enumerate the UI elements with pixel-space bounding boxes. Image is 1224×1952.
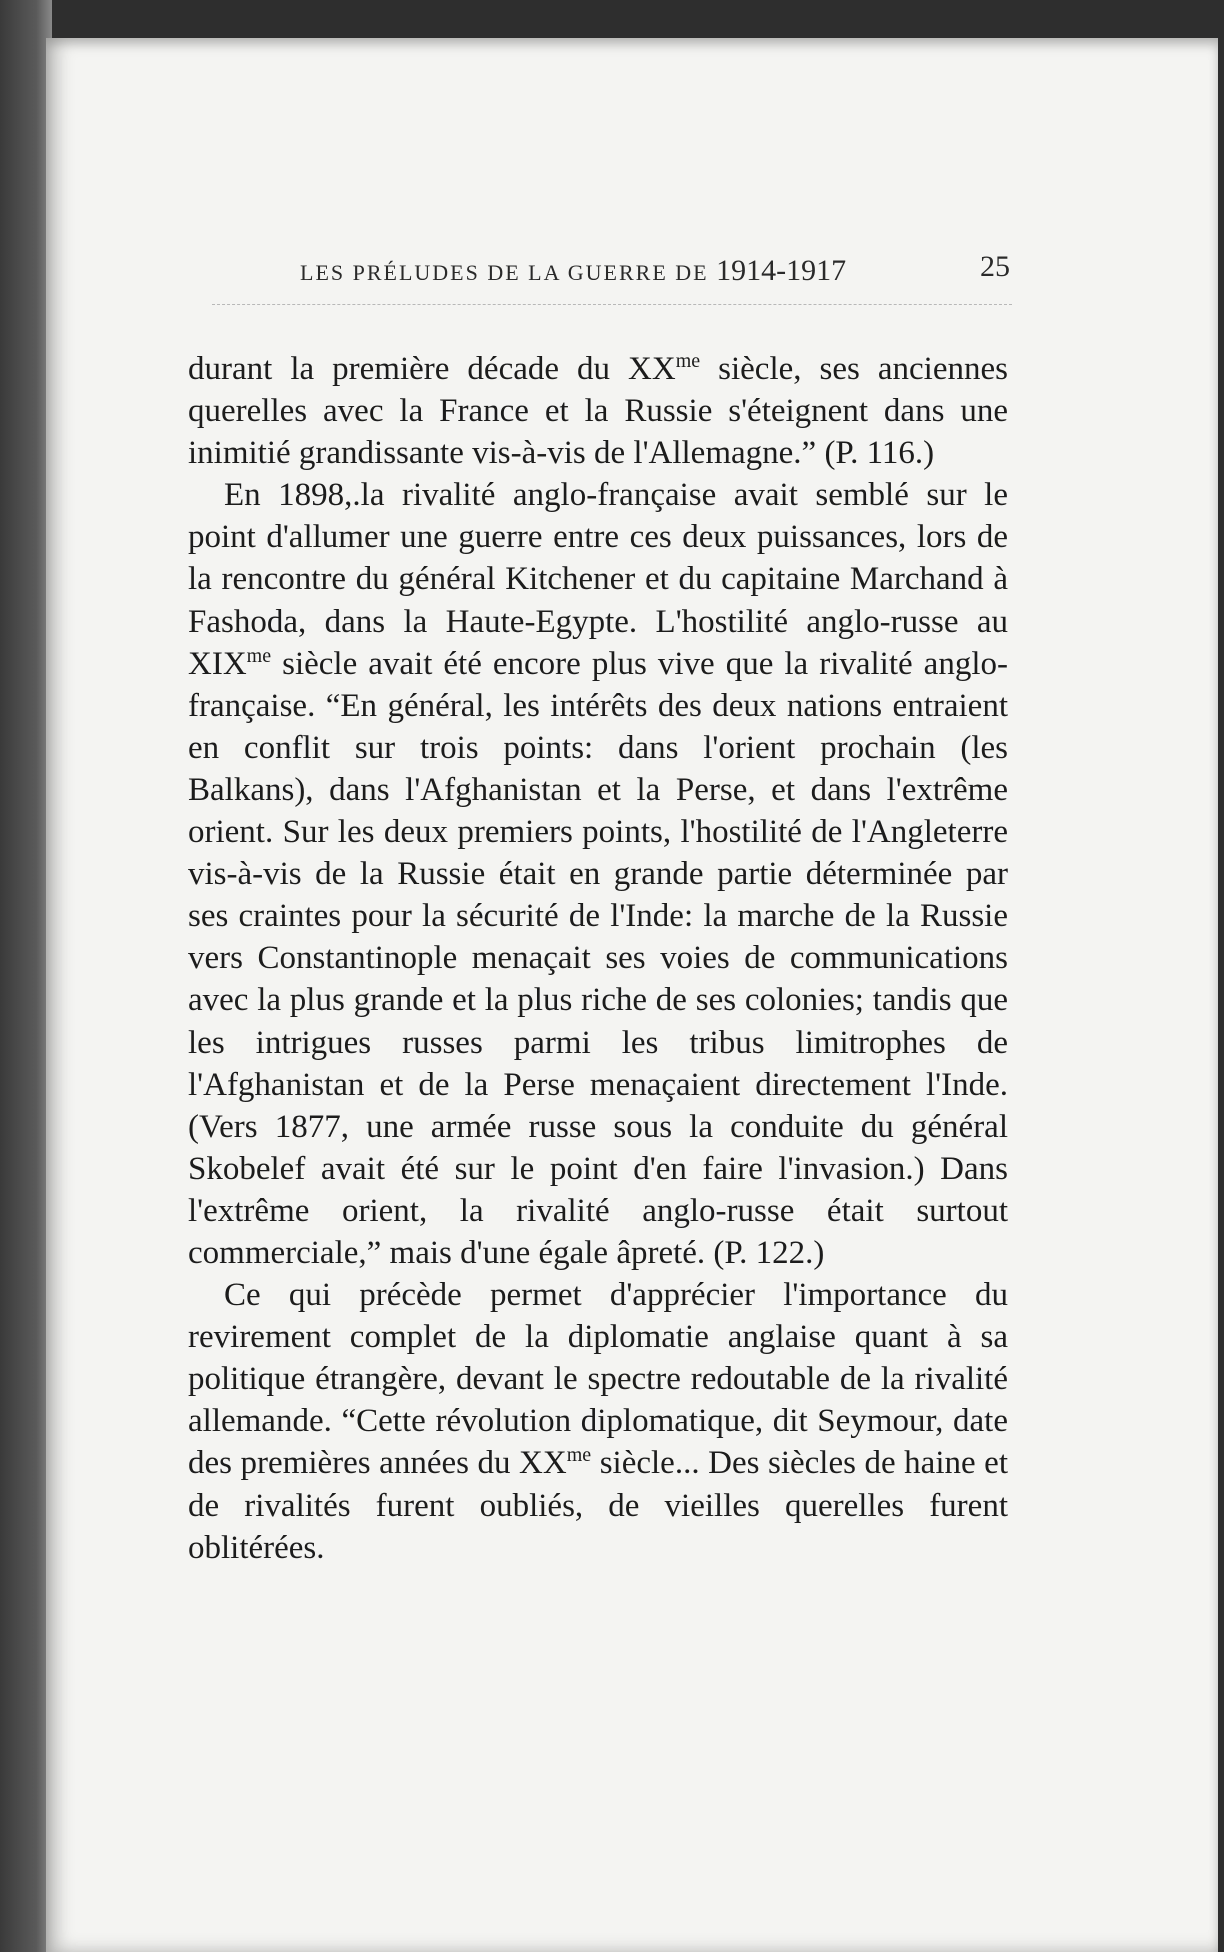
- paragraph-2: [188, 474, 1008, 1274]
- paragraph-1: [188, 348, 1008, 474]
- paragraph-3-superscript: me: [566, 1444, 592, 1467]
- paragraph-1-text-a: durant la première décade du XX: [188, 351, 676, 387]
- running-head: [300, 250, 1010, 294]
- paragraph-2-text-b: siècle avait été encore plus vive que la rivalité anglo-française. “En général, les intérêts des deux nations entraient en conflit sur trois points: dans l'orient prochain (les Balkans), dans l'Afghanistan et la Perse, et dans l'extrême orient. Sur les deux premiers points, l'hostilité de l'Angleterre vis-à-vis de la Russie était en grande partie déterminée par ses craintes pour la sécurité de l'Inde: la marche de la Russie vers Constantinople menaçait ses voies de communications avec la plus grande et la plus riche de ses colonies; tandis que les intrigues russes parmi les tribus limitrophes de l'Afghanistan et de la Perse menaçaient directement l'Inde. (Vers 1877, une armée russe sous la conduite du général Skobelef avait été sur le point d'en faire l'invasion.) Dans l'extrême orient, la rivalité anglo-russe était surtout commerciale,” mais d'une égale âpreté. (P. 122.): [188, 645, 1008, 1271]
- paragraph-3-text-a: Ce qui précède permet d'apprécier l'importance du revirement complet de la diplomatie anglaise quant à sa politique étrangère, devant le spectre redoutable de la rivalité allemande. “Cette révolution diplomatique, dit Seymour, date des premières années du XX: [188, 1277, 1008, 1482]
- page-number: 25: [980, 250, 1010, 283]
- paragraph-2-text-a: En 1898,.la rivalité anglo-française avait semblé sur le point d'allumer une guerre entre ces deux puissances, lors de la rencontre du général Kitchener et du capitaine Marchand à Fashoda, dans la Haute-Egypte. L'hostilité anglo-russe au XIX: [188, 477, 1008, 682]
- header-rule: [212, 304, 1012, 305]
- scan-backdrop: [0, 0, 52, 1952]
- running-title: [300, 254, 846, 288]
- running-title-text: LES PRÉLUDES DE LA GUERRE DE: [300, 260, 709, 285]
- paragraph-2-superscript: me: [246, 644, 272, 667]
- running-title-years: 1914-1917: [716, 254, 847, 287]
- body-text: [188, 348, 1008, 1569]
- paragraph-1-superscript: me: [675, 350, 701, 372]
- paragraph-3-text-b: siècle... Des siècles de haine et de rivalités furent oubliés, de vieilles querelles furent oblitérées.: [188, 1445, 1008, 1566]
- paragraph-3: [188, 1274, 1008, 1569]
- paragraph-1-text-b: siècle, ses anciennes querelles avec la France et la Russie s'éteignent dans une inimitié grandissante vis-à-vis de l'Allemagne.” (P. 116.): [188, 351, 1008, 472]
